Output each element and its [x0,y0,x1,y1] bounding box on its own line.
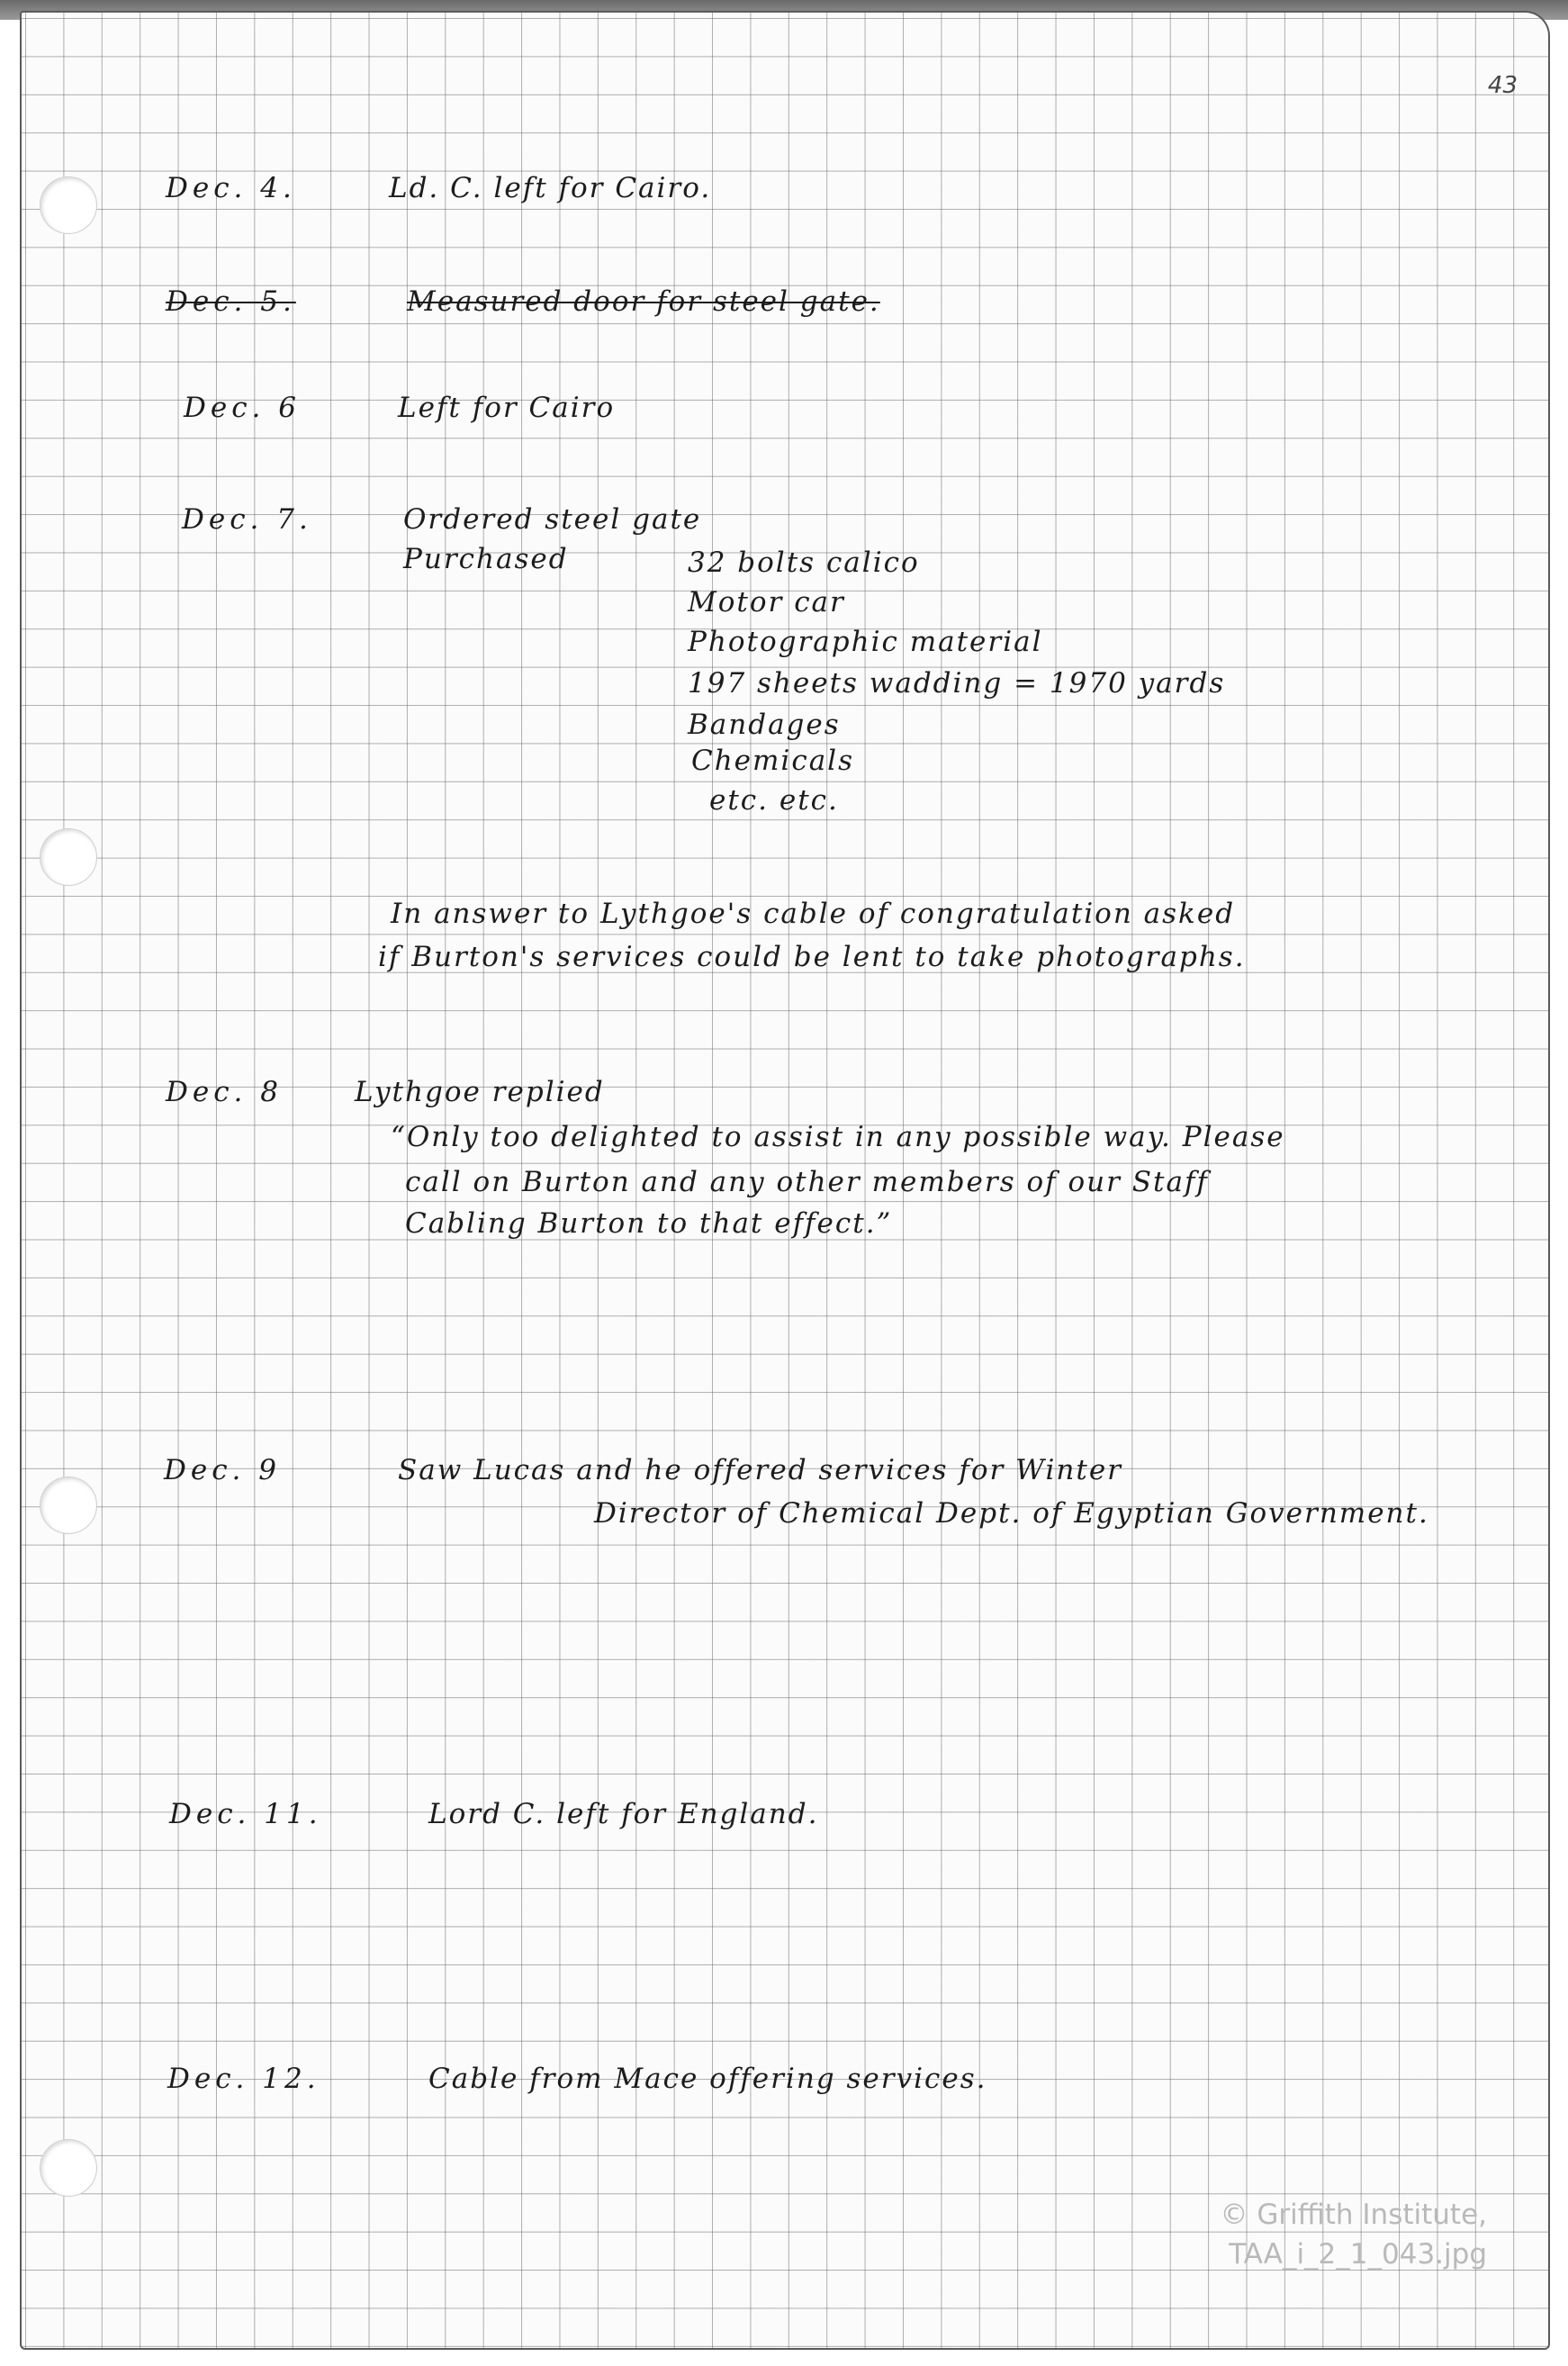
watermark-line: © Griffith Institute, [1220,2199,1487,2232]
purchase-item: Motor car [688,586,845,619]
entry-date: Dec. 7. [182,503,312,536]
entry-date: Dec. 5. [166,285,296,318]
purchase-item: Photographic material [688,626,1043,658]
punch-hole-2 [40,828,97,886]
entry-date: Dec. 4. [166,172,296,204]
note-line: In answer to Lythgoe's cable of congratulation asked [391,898,1236,930]
purchase-item: Chemicals [691,745,855,777]
entry-text: Lord C. left for England. [428,1798,819,1830]
notebook-page [20,11,1550,2350]
entry-text: Left for Cairo [398,392,616,424]
note-line: Director of Chemical Dept. of Egyptian Government. [594,1497,1429,1530]
punch-hole-1 [40,176,97,234]
entry-text: Saw Lucas and he offered services for Winter [398,1454,1122,1486]
purchase-item: 32 bolts calico [688,546,920,579]
page-number: 43 [1487,72,1518,99]
purchase-item: etc. etc. [709,784,839,817]
purchases-label: Purchased [403,543,569,575]
copyright-watermark [1221,2196,1487,2274]
quote-line: Cabling Burton to that effect.” [405,1207,893,1240]
entry-date: Dec. 11. [169,1798,322,1830]
entry-date: Dec. 8 [166,1076,283,1108]
entry-text: Measured door for steel gate. [407,285,880,318]
quote-line: “Only too delighted to assist in any possible way. Please [391,1121,1285,1153]
purchase-item: Bandages [688,709,841,741]
punch-hole-4 [40,2139,97,2197]
entry-text: Ordered steel gate [403,503,702,536]
quote-line: call on Burton and any other members of our Staff [405,1166,1209,1198]
entry-date: Dec. 9 [164,1454,281,1486]
entry-date: Dec. 12. [167,2063,320,2095]
punch-hole-3 [40,1476,97,1534]
entry-text: Cable from Mace offering services. [428,2063,987,2095]
entry-text: Ld. C. left for Cairo. [389,172,712,204]
entry-text: Lythgoe replied [355,1076,605,1108]
note-line: if Burton's services could be lent to take photographs. [378,941,1246,973]
purchase-item: 197 sheets wadding = 1970 yards [688,667,1226,700]
watermark-line: TAA_i_2_1_043.jpg [1229,2237,1487,2271]
entry-date: Dec. 6 [184,392,301,424]
